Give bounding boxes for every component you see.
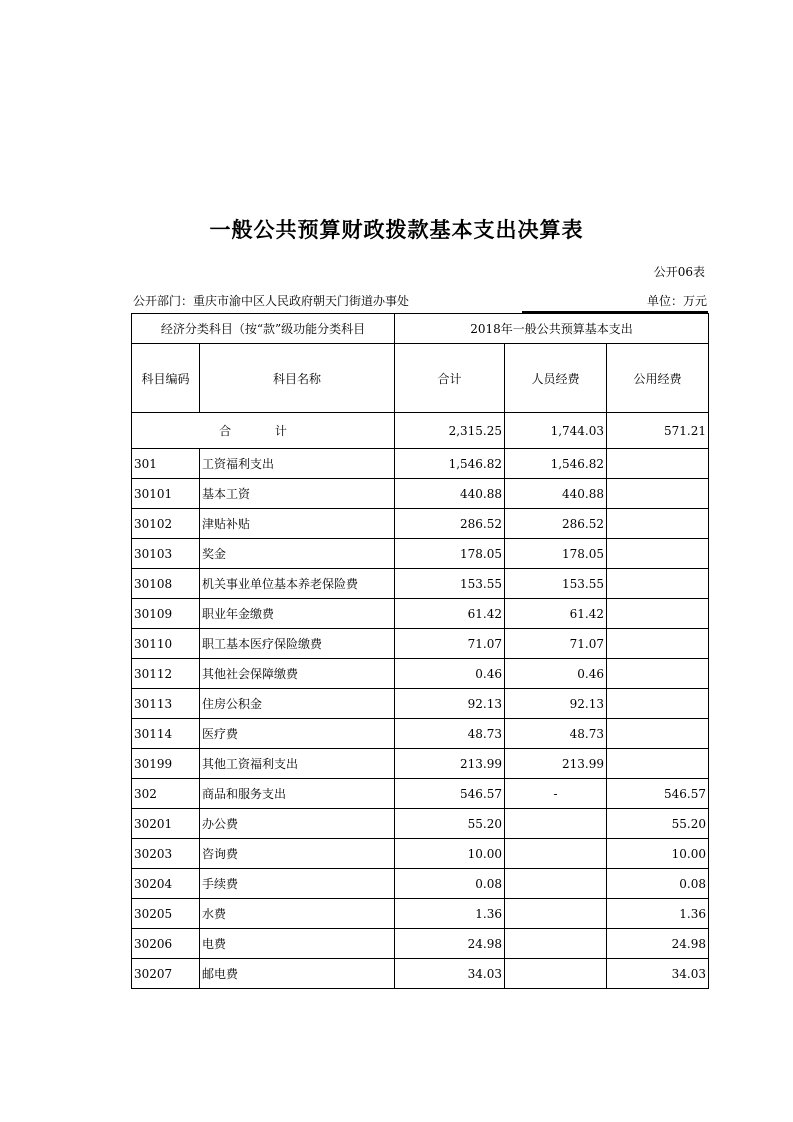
row-code: 30205 [132,899,200,929]
row-code: 30102 [132,509,200,539]
row-code: 301 [132,449,200,479]
row-name: 商品和服务支出 [200,779,395,809]
header-row-group [132,314,709,344]
row-personnel: 213.99 [505,749,607,779]
row-personnel: - [505,779,607,809]
row-name: 职工基本医疗保险缴费 [200,629,395,659]
row-name: 工资福利支出 [200,449,395,479]
row-code: 30199 [132,749,200,779]
row-personnel [505,839,607,869]
row-public: 24.98 [607,929,709,959]
table-row [132,659,709,689]
row-total: 286.52 [395,509,505,539]
row-public [607,539,709,569]
row-personnel: 153.55 [505,569,607,599]
row-personnel [505,809,607,839]
public-column-header: 公用经费 [607,344,709,413]
row-personnel [505,929,607,959]
row-code: 30108 [132,569,200,599]
personnel-column-header: 人员经费 [505,344,607,413]
row-name: 手续费 [200,869,395,899]
table-row [132,479,709,509]
row-code: 30109 [132,599,200,629]
row-total: 1,546.82 [395,449,505,479]
row-personnel: 440.88 [505,479,607,509]
row-public: 10.00 [607,839,709,869]
table-row [132,779,709,809]
row-personnel: 0.46 [505,659,607,689]
table-row [132,809,709,839]
row-personnel: 48.73 [505,719,607,749]
row-personnel: 1,546.82 [505,449,607,479]
name-column-header: 科目名称 [200,344,395,413]
row-name: 基本工资 [200,479,395,509]
table-row [132,899,709,929]
row-name: 奖金 [200,539,395,569]
row-personnel [505,899,607,929]
table-row [132,719,709,749]
budget-expenditure-header: 2018年一般公共预算基本支出 [395,314,709,344]
table-row [132,509,709,539]
row-name: 医疗费 [200,719,395,749]
row-code: 30204 [132,869,200,899]
row-personnel [505,869,607,899]
row-total: 71.07 [395,629,505,659]
row-total: 10.00 [395,839,505,869]
row-total: 153.55 [395,569,505,599]
row-public [607,719,709,749]
row-public: 1.36 [607,899,709,929]
row-personnel: 286.52 [505,509,607,539]
row-name: 津贴补贴 [200,509,395,539]
row-name: 水费 [200,899,395,929]
total-row [132,413,709,449]
econ-classification-header: 经济分类科目（按“款”级功能分类科目 [132,314,395,344]
row-public: 0.08 [607,869,709,899]
row-code: 30203 [132,839,200,869]
table-row [132,749,709,779]
row-code: 30206 [132,929,200,959]
row-public: 34.03 [607,959,709,989]
row-public [607,689,709,719]
row-personnel: 178.05 [505,539,607,569]
row-total: 1.36 [395,899,505,929]
unit-label: 单位：万元 [646,294,707,308]
row-personnel: 71.07 [505,629,607,659]
row-public: 55.20 [607,809,709,839]
row-code: 302 [132,779,200,809]
row-public [607,479,709,509]
row-total: 178.05 [395,539,505,569]
table-row [132,449,709,479]
row-name: 其他工资福利支出 [200,749,395,779]
table-row [132,839,709,869]
row-personnel [505,959,607,989]
form-number: 公开06表 [653,265,705,279]
row-total: 55.20 [395,809,505,839]
row-public [607,659,709,689]
table-row [132,599,709,629]
row-public [607,449,709,479]
row-public [607,509,709,539]
row-code: 30110 [132,629,200,659]
row-public [607,749,709,779]
row-total: 0.08 [395,869,505,899]
total-label: 合 计 [132,413,395,449]
row-code: 30101 [132,479,200,509]
table-row [132,959,709,989]
budget-table [131,313,709,989]
total-personnel: 1,744.03 [505,413,607,449]
row-total: 24.98 [395,929,505,959]
header-row-columns [132,344,709,413]
table-row [132,869,709,899]
row-total: 61.42 [395,599,505,629]
row-code: 30201 [132,809,200,839]
table-row [132,629,709,659]
row-public: 546.57 [607,779,709,809]
row-code: 30207 [132,959,200,989]
table-row [132,569,709,599]
row-public [607,629,709,659]
code-column-header: 科目编码 [132,344,200,413]
department-label: 公开部门：重庆市渝中区人民政府朝天门街道办事处 [133,294,410,308]
row-total: 213.99 [395,749,505,779]
table-row [132,539,709,569]
row-total: 48.73 [395,719,505,749]
total-public: 571.21 [607,413,709,449]
row-total: 546.57 [395,779,505,809]
row-name: 咨询费 [200,839,395,869]
total-amount: 2,315.25 [395,413,505,449]
row-total: 34.03 [395,959,505,989]
row-name: 邮电费 [200,959,395,989]
row-total: 0.46 [395,659,505,689]
table-row [132,689,709,719]
row-code: 30103 [132,539,200,569]
row-code: 30113 [132,689,200,719]
table-row [132,929,709,959]
total-column-header: 合计 [395,344,505,413]
row-name: 其他社会保障缴费 [200,659,395,689]
row-name: 机关事业单位基本养老保险费 [200,569,395,599]
row-personnel: 61.42 [505,599,607,629]
row-code: 30112 [132,659,200,689]
page-title: 一般公共预算财政拨款基本支出决算表 [209,217,584,242]
row-total: 440.88 [395,479,505,509]
row-public [607,569,709,599]
row-name: 电费 [200,929,395,959]
row-total: 92.13 [395,689,505,719]
row-name: 职业年金缴费 [200,599,395,629]
row-code: 30114 [132,719,200,749]
row-name: 办公费 [200,809,395,839]
row-name: 住房公积金 [200,689,395,719]
row-public [607,599,709,629]
row-personnel: 92.13 [505,689,607,719]
